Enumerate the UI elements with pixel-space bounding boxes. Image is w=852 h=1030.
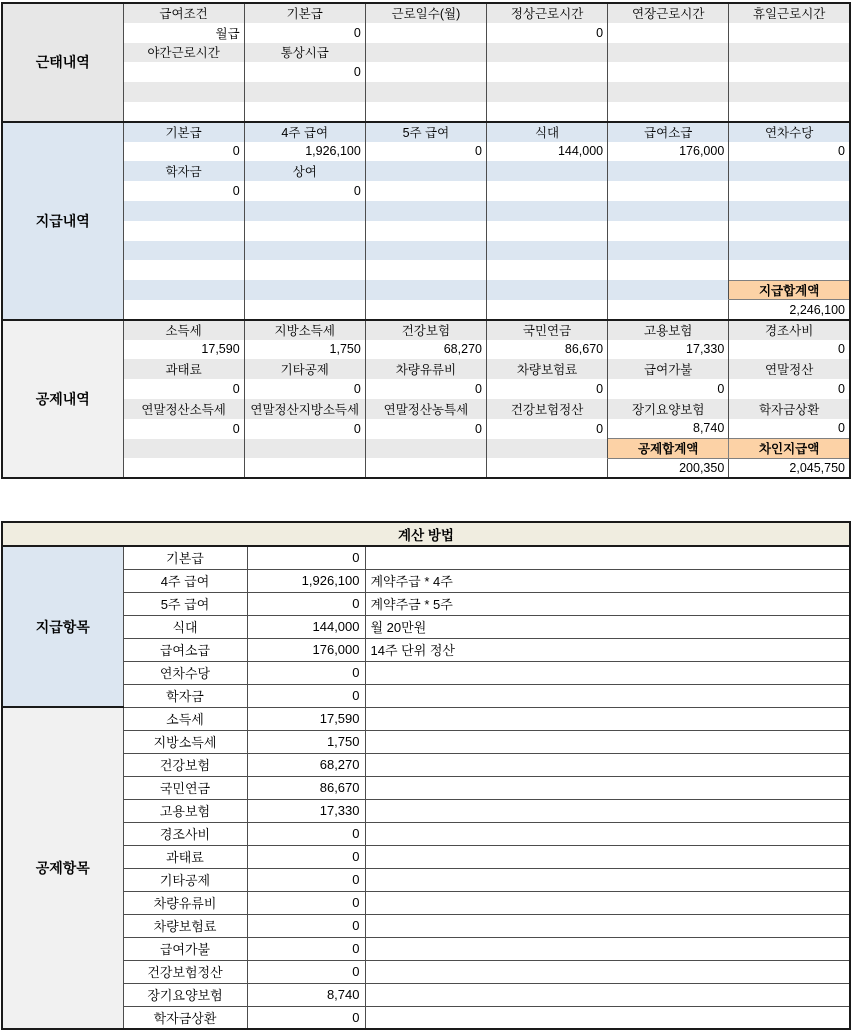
summary-cell[interactable]: 정상근로시간 xyxy=(486,3,607,23)
calc-value-cell[interactable]: 0 xyxy=(247,1006,365,1029)
summary-cell[interactable]: 8,740 xyxy=(608,419,729,439)
summary-cell[interactable] xyxy=(608,62,729,82)
summary-cell[interactable] xyxy=(486,102,607,122)
summary-cell[interactable] xyxy=(123,458,244,478)
summary-cell[interactable]: 연장근로시간 xyxy=(608,3,729,23)
calculation-method-table xyxy=(1,521,851,1030)
calc-value-cell[interactable]: 17,330 xyxy=(247,799,365,822)
summary-cell[interactable] xyxy=(365,300,486,320)
summary-cell[interactable]: 근로일수(월) xyxy=(365,3,486,23)
calc-note-cell[interactable] xyxy=(365,684,850,707)
calc-item-cell[interactable]: 4주 급여 xyxy=(123,569,247,592)
calc-value-cell[interactable]: 8,740 xyxy=(247,983,365,1006)
summary-cell[interactable]: 0 xyxy=(123,379,244,399)
calc-value-cell[interactable]: 0 xyxy=(247,822,365,845)
calc-table-title[interactable]: 계산 방법 xyxy=(2,522,850,546)
summary-cell[interactable] xyxy=(123,280,244,300)
summary-cell[interactable]: 17,330 xyxy=(608,340,729,360)
summary-cell[interactable] xyxy=(486,439,607,459)
calc-note-cell[interactable] xyxy=(365,868,850,891)
payroll-summary-table xyxy=(1,2,851,479)
summary-cell[interactable] xyxy=(365,280,486,300)
calc-note-cell[interactable] xyxy=(365,753,850,776)
summary-cell[interactable] xyxy=(365,181,486,201)
summary-cell[interactable] xyxy=(244,241,365,261)
calc-section-label-payment-items[interactable]: 지급항목 xyxy=(2,546,123,707)
calc-item-cell[interactable]: 국민연금 xyxy=(123,776,247,799)
summary-cell[interactable] xyxy=(729,241,850,261)
calc-note-cell[interactable] xyxy=(365,937,850,960)
summary-cell[interactable] xyxy=(244,458,365,478)
summary-cell[interactable] xyxy=(608,161,729,181)
summary-cell[interactable]: 0 xyxy=(608,379,729,399)
summary-cell[interactable] xyxy=(123,300,244,320)
summary-cell[interactable]: 과태료 xyxy=(123,359,244,379)
summary-cell[interactable] xyxy=(365,161,486,181)
calc-note-cell[interactable] xyxy=(365,914,850,937)
summary-cell[interactable]: 1,926,100 xyxy=(244,142,365,162)
summary-cell[interactable]: 지급합계액 xyxy=(729,280,850,300)
summary-cell[interactable]: 0 xyxy=(244,62,365,82)
summary-cell[interactable]: 200,350 xyxy=(608,458,729,478)
calc-value-cell[interactable]: 0 xyxy=(247,868,365,891)
calc-value-cell[interactable]: 0 xyxy=(247,661,365,684)
summary-cell[interactable]: 2,246,100 xyxy=(729,300,850,320)
calc-item-cell[interactable]: 급여가불 xyxy=(123,937,247,960)
calc-value-cell[interactable]: 144,000 xyxy=(247,615,365,638)
summary-cell[interactable] xyxy=(365,260,486,280)
summary-cell[interactable] xyxy=(365,102,486,122)
summary-cell[interactable] xyxy=(244,260,365,280)
calc-note-cell[interactable] xyxy=(365,822,850,845)
summary-cell[interactable] xyxy=(608,181,729,201)
calc-note-cell[interactable] xyxy=(365,776,850,799)
summary-cell[interactable]: 176,000 xyxy=(608,142,729,162)
calc-note-cell[interactable] xyxy=(365,730,850,753)
summary-cell[interactable] xyxy=(123,221,244,241)
summary-cell[interactable] xyxy=(244,221,365,241)
summary-cell[interactable]: 학자금상환 xyxy=(729,399,850,419)
summary-cell[interactable] xyxy=(608,300,729,320)
summary-cell[interactable] xyxy=(123,62,244,82)
summary-cell[interactable]: 급여가불 xyxy=(608,359,729,379)
calc-value-cell[interactable]: 86,670 xyxy=(247,776,365,799)
summary-cell[interactable]: 0 xyxy=(123,419,244,439)
summary-cell[interactable]: 소득세 xyxy=(123,320,244,340)
calc-item-cell[interactable]: 과태료 xyxy=(123,845,247,868)
calc-item-cell[interactable]: 건강보험정산 xyxy=(123,960,247,983)
summary-cell[interactable]: 0 xyxy=(486,23,607,43)
summary-cell[interactable]: 기타공제 xyxy=(244,359,365,379)
summary-cell[interactable]: 차량유류비 xyxy=(365,359,486,379)
summary-cell[interactable]: 0 xyxy=(123,142,244,162)
summary-cell[interactable]: 야간근로시간 xyxy=(123,43,244,63)
summary-cell[interactable]: 기본급 xyxy=(244,3,365,23)
summary-cell[interactable]: 0 xyxy=(729,142,850,162)
summary-cell[interactable] xyxy=(608,43,729,63)
summary-cell[interactable] xyxy=(486,458,607,478)
summary-cell[interactable] xyxy=(244,102,365,122)
calc-item-cell[interactable]: 건강보험 xyxy=(123,753,247,776)
summary-cell[interactable] xyxy=(244,82,365,102)
summary-cell[interactable] xyxy=(608,260,729,280)
summary-cell[interactable] xyxy=(729,82,850,102)
summary-cell[interactable] xyxy=(729,260,850,280)
summary-cell[interactable] xyxy=(729,181,850,201)
summary-cell[interactable]: 연말정산지방소득세 xyxy=(244,399,365,419)
summary-cell[interactable] xyxy=(729,43,850,63)
summary-cell[interactable]: 연말정산농특세 xyxy=(365,399,486,419)
calc-note-cell[interactable] xyxy=(365,799,850,822)
section-label-deductions[interactable]: 공제내역 xyxy=(2,320,123,478)
calc-item-cell[interactable]: 소득세 xyxy=(123,707,247,730)
calc-note-cell[interactable] xyxy=(365,707,850,730)
calc-item-cell[interactable]: 고용보험 xyxy=(123,799,247,822)
calc-value-cell[interactable]: 0 xyxy=(247,960,365,983)
calc-value-cell[interactable]: 176,000 xyxy=(247,638,365,661)
summary-cell[interactable]: 144,000 xyxy=(486,142,607,162)
section-label-payments[interactable]: 지급내역 xyxy=(2,122,123,320)
summary-cell[interactable]: 공제합계액 xyxy=(608,439,729,459)
summary-cell[interactable] xyxy=(729,221,850,241)
summary-cell[interactable]: 68,270 xyxy=(365,340,486,360)
summary-cell[interactable]: 경조사비 xyxy=(729,320,850,340)
summary-cell[interactable]: 국민연금 xyxy=(486,320,607,340)
calc-value-cell[interactable]: 1,750 xyxy=(247,730,365,753)
calc-value-cell[interactable]: 1,926,100 xyxy=(247,569,365,592)
summary-cell[interactable] xyxy=(486,161,607,181)
summary-cell[interactable] xyxy=(244,280,365,300)
summary-cell[interactable] xyxy=(486,300,607,320)
summary-cell[interactable]: 5주 급여 xyxy=(365,122,486,142)
summary-cell[interactable]: 월급 xyxy=(123,23,244,43)
calc-value-cell[interactable]: 0 xyxy=(247,592,365,615)
summary-cell[interactable] xyxy=(486,221,607,241)
summary-cell[interactable]: 급여소급 xyxy=(608,122,729,142)
summary-cell[interactable] xyxy=(123,201,244,221)
summary-cell[interactable] xyxy=(608,82,729,102)
summary-cell[interactable] xyxy=(365,23,486,43)
summary-cell[interactable]: 86,670 xyxy=(486,340,607,360)
summary-cell[interactable] xyxy=(244,201,365,221)
calc-value-cell[interactable]: 0 xyxy=(247,891,365,914)
summary-cell[interactable] xyxy=(608,241,729,261)
summary-cell[interactable] xyxy=(486,260,607,280)
calc-item-cell[interactable]: 차량유류비 xyxy=(123,891,247,914)
calc-note-cell[interactable] xyxy=(365,891,850,914)
summary-cell[interactable]: 통상시급 xyxy=(244,43,365,63)
calc-item-cell[interactable]: 장기요양보험 xyxy=(123,983,247,1006)
summary-cell[interactable] xyxy=(608,23,729,43)
summary-cell[interactable]: 0 xyxy=(123,181,244,201)
calc-item-cell[interactable]: 기타공제 xyxy=(123,868,247,891)
calc-note-cell[interactable]: 계약주금 * 5주 xyxy=(365,592,850,615)
section-label-attendance[interactable]: 근태내역 xyxy=(2,3,123,122)
summary-cell[interactable]: 2,045,750 xyxy=(729,458,850,478)
summary-cell[interactable] xyxy=(608,221,729,241)
calc-item-cell[interactable]: 기본급 xyxy=(123,546,247,569)
summary-cell[interactable] xyxy=(486,201,607,221)
summary-cell[interactable]: 0 xyxy=(729,419,850,439)
summary-cell[interactable]: 0 xyxy=(486,419,607,439)
calc-item-cell[interactable]: 학자금 xyxy=(123,684,247,707)
calc-note-cell[interactable]: 14주 단위 정산 xyxy=(365,638,850,661)
calc-item-cell[interactable]: 지방소득세 xyxy=(123,730,247,753)
payroll-sheet xyxy=(0,2,852,1030)
calc-item-cell[interactable]: 급여소급 xyxy=(123,638,247,661)
summary-cell[interactable] xyxy=(608,102,729,122)
summary-cell[interactable]: 기본급 xyxy=(123,122,244,142)
summary-cell[interactable]: 장기요양보험 xyxy=(608,399,729,419)
summary-cell[interactable] xyxy=(486,181,607,201)
calc-item-cell[interactable]: 5주 급여 xyxy=(123,592,247,615)
calc-value-cell[interactable]: 17,590 xyxy=(247,707,365,730)
summary-cell[interactable] xyxy=(729,62,850,82)
calc-value-cell[interactable]: 0 xyxy=(247,546,365,569)
summary-cell[interactable]: 1,750 xyxy=(244,340,365,360)
summary-cell[interactable] xyxy=(244,439,365,459)
summary-cell[interactable] xyxy=(123,260,244,280)
calc-note-cell[interactable] xyxy=(365,1006,850,1029)
summary-cell[interactable] xyxy=(486,62,607,82)
calc-item-cell[interactable]: 차량보험료 xyxy=(123,914,247,937)
calc-note-cell[interactable] xyxy=(365,983,850,1006)
summary-cell[interactable]: 학자금 xyxy=(123,161,244,181)
calc-item-cell[interactable]: 식대 xyxy=(123,615,247,638)
summary-cell[interactable]: 차량보험료 xyxy=(486,359,607,379)
calc-note-cell[interactable]: 월 20만원 xyxy=(365,615,850,638)
summary-cell[interactable] xyxy=(486,82,607,102)
summary-cell[interactable] xyxy=(486,43,607,63)
summary-cell[interactable] xyxy=(365,241,486,261)
summary-cell[interactable] xyxy=(729,201,850,221)
summary-cell[interactable] xyxy=(365,458,486,478)
summary-cell[interactable]: 4주 급여 xyxy=(244,122,365,142)
summary-cell[interactable]: 0 xyxy=(244,23,365,43)
calc-value-cell[interactable]: 0 xyxy=(247,684,365,707)
summary-cell[interactable] xyxy=(729,161,850,181)
summary-cell[interactable]: 휴일근로시간 xyxy=(729,3,850,23)
calc-note-cell[interactable] xyxy=(365,546,850,569)
summary-cell[interactable]: 0 xyxy=(365,379,486,399)
summary-cell[interactable] xyxy=(365,221,486,241)
summary-cell[interactable]: 연말정산 xyxy=(729,359,850,379)
summary-cell[interactable]: 상여 xyxy=(244,161,365,181)
summary-cell[interactable]: 0 xyxy=(244,419,365,439)
summary-cell[interactable] xyxy=(365,201,486,221)
calc-item-cell[interactable]: 경조사비 xyxy=(123,822,247,845)
summary-cell[interactable]: 17,590 xyxy=(123,340,244,360)
summary-cell[interactable]: 0 xyxy=(365,142,486,162)
summary-cell[interactable]: 0 xyxy=(729,379,850,399)
summary-cell[interactable]: 0 xyxy=(486,379,607,399)
summary-cell[interactable]: 차인지급액 xyxy=(729,439,850,459)
summary-cell[interactable] xyxy=(365,439,486,459)
summary-cell[interactable] xyxy=(486,241,607,261)
summary-cell[interactable] xyxy=(123,82,244,102)
summary-cell[interactable] xyxy=(365,82,486,102)
calc-note-cell[interactable] xyxy=(365,845,850,868)
summary-cell[interactable] xyxy=(365,62,486,82)
calc-note-cell[interactable]: 계약주급 * 4주 xyxy=(365,569,850,592)
summary-cell[interactable]: 급여조건 xyxy=(123,3,244,23)
summary-cell[interactable] xyxy=(365,43,486,63)
summary-cell[interactable]: 0 xyxy=(244,379,365,399)
calc-item-cell[interactable]: 연차수당 xyxy=(123,661,247,684)
summary-cell[interactable] xyxy=(486,280,607,300)
calc-value-cell[interactable]: 68,270 xyxy=(247,753,365,776)
summary-cell[interactable]: 0 xyxy=(365,419,486,439)
summary-cell[interactable]: 건강보험정산 xyxy=(486,399,607,419)
summary-cell[interactable]: 지방소득세 xyxy=(244,320,365,340)
summary-cell[interactable]: 식대 xyxy=(486,122,607,142)
summary-cell[interactable] xyxy=(608,201,729,221)
summary-cell[interactable] xyxy=(123,439,244,459)
summary-cell[interactable]: 건강보험 xyxy=(365,320,486,340)
calc-item-cell[interactable]: 학자금상환 xyxy=(123,1006,247,1029)
summary-cell[interactable] xyxy=(729,102,850,122)
calc-value-cell[interactable]: 0 xyxy=(247,914,365,937)
calc-note-cell[interactable] xyxy=(365,661,850,684)
summary-cell[interactable]: 연차수당 xyxy=(729,122,850,142)
summary-cell[interactable] xyxy=(123,102,244,122)
summary-cell[interactable] xyxy=(729,23,850,43)
summary-cell[interactable] xyxy=(608,280,729,300)
summary-cell[interactable] xyxy=(123,241,244,261)
calc-value-cell[interactable]: 0 xyxy=(247,937,365,960)
calc-value-cell[interactable]: 0 xyxy=(247,845,365,868)
summary-cell[interactable]: 0 xyxy=(244,181,365,201)
summary-cell[interactable]: 연말정산소득세 xyxy=(123,399,244,419)
summary-cell[interactable] xyxy=(244,300,365,320)
summary-cell[interactable]: 고용보험 xyxy=(608,320,729,340)
summary-cell[interactable]: 0 xyxy=(729,340,850,360)
calc-note-cell[interactable] xyxy=(365,960,850,983)
calc-section-label-deduction-items[interactable]: 공제항목 xyxy=(2,707,123,1029)
